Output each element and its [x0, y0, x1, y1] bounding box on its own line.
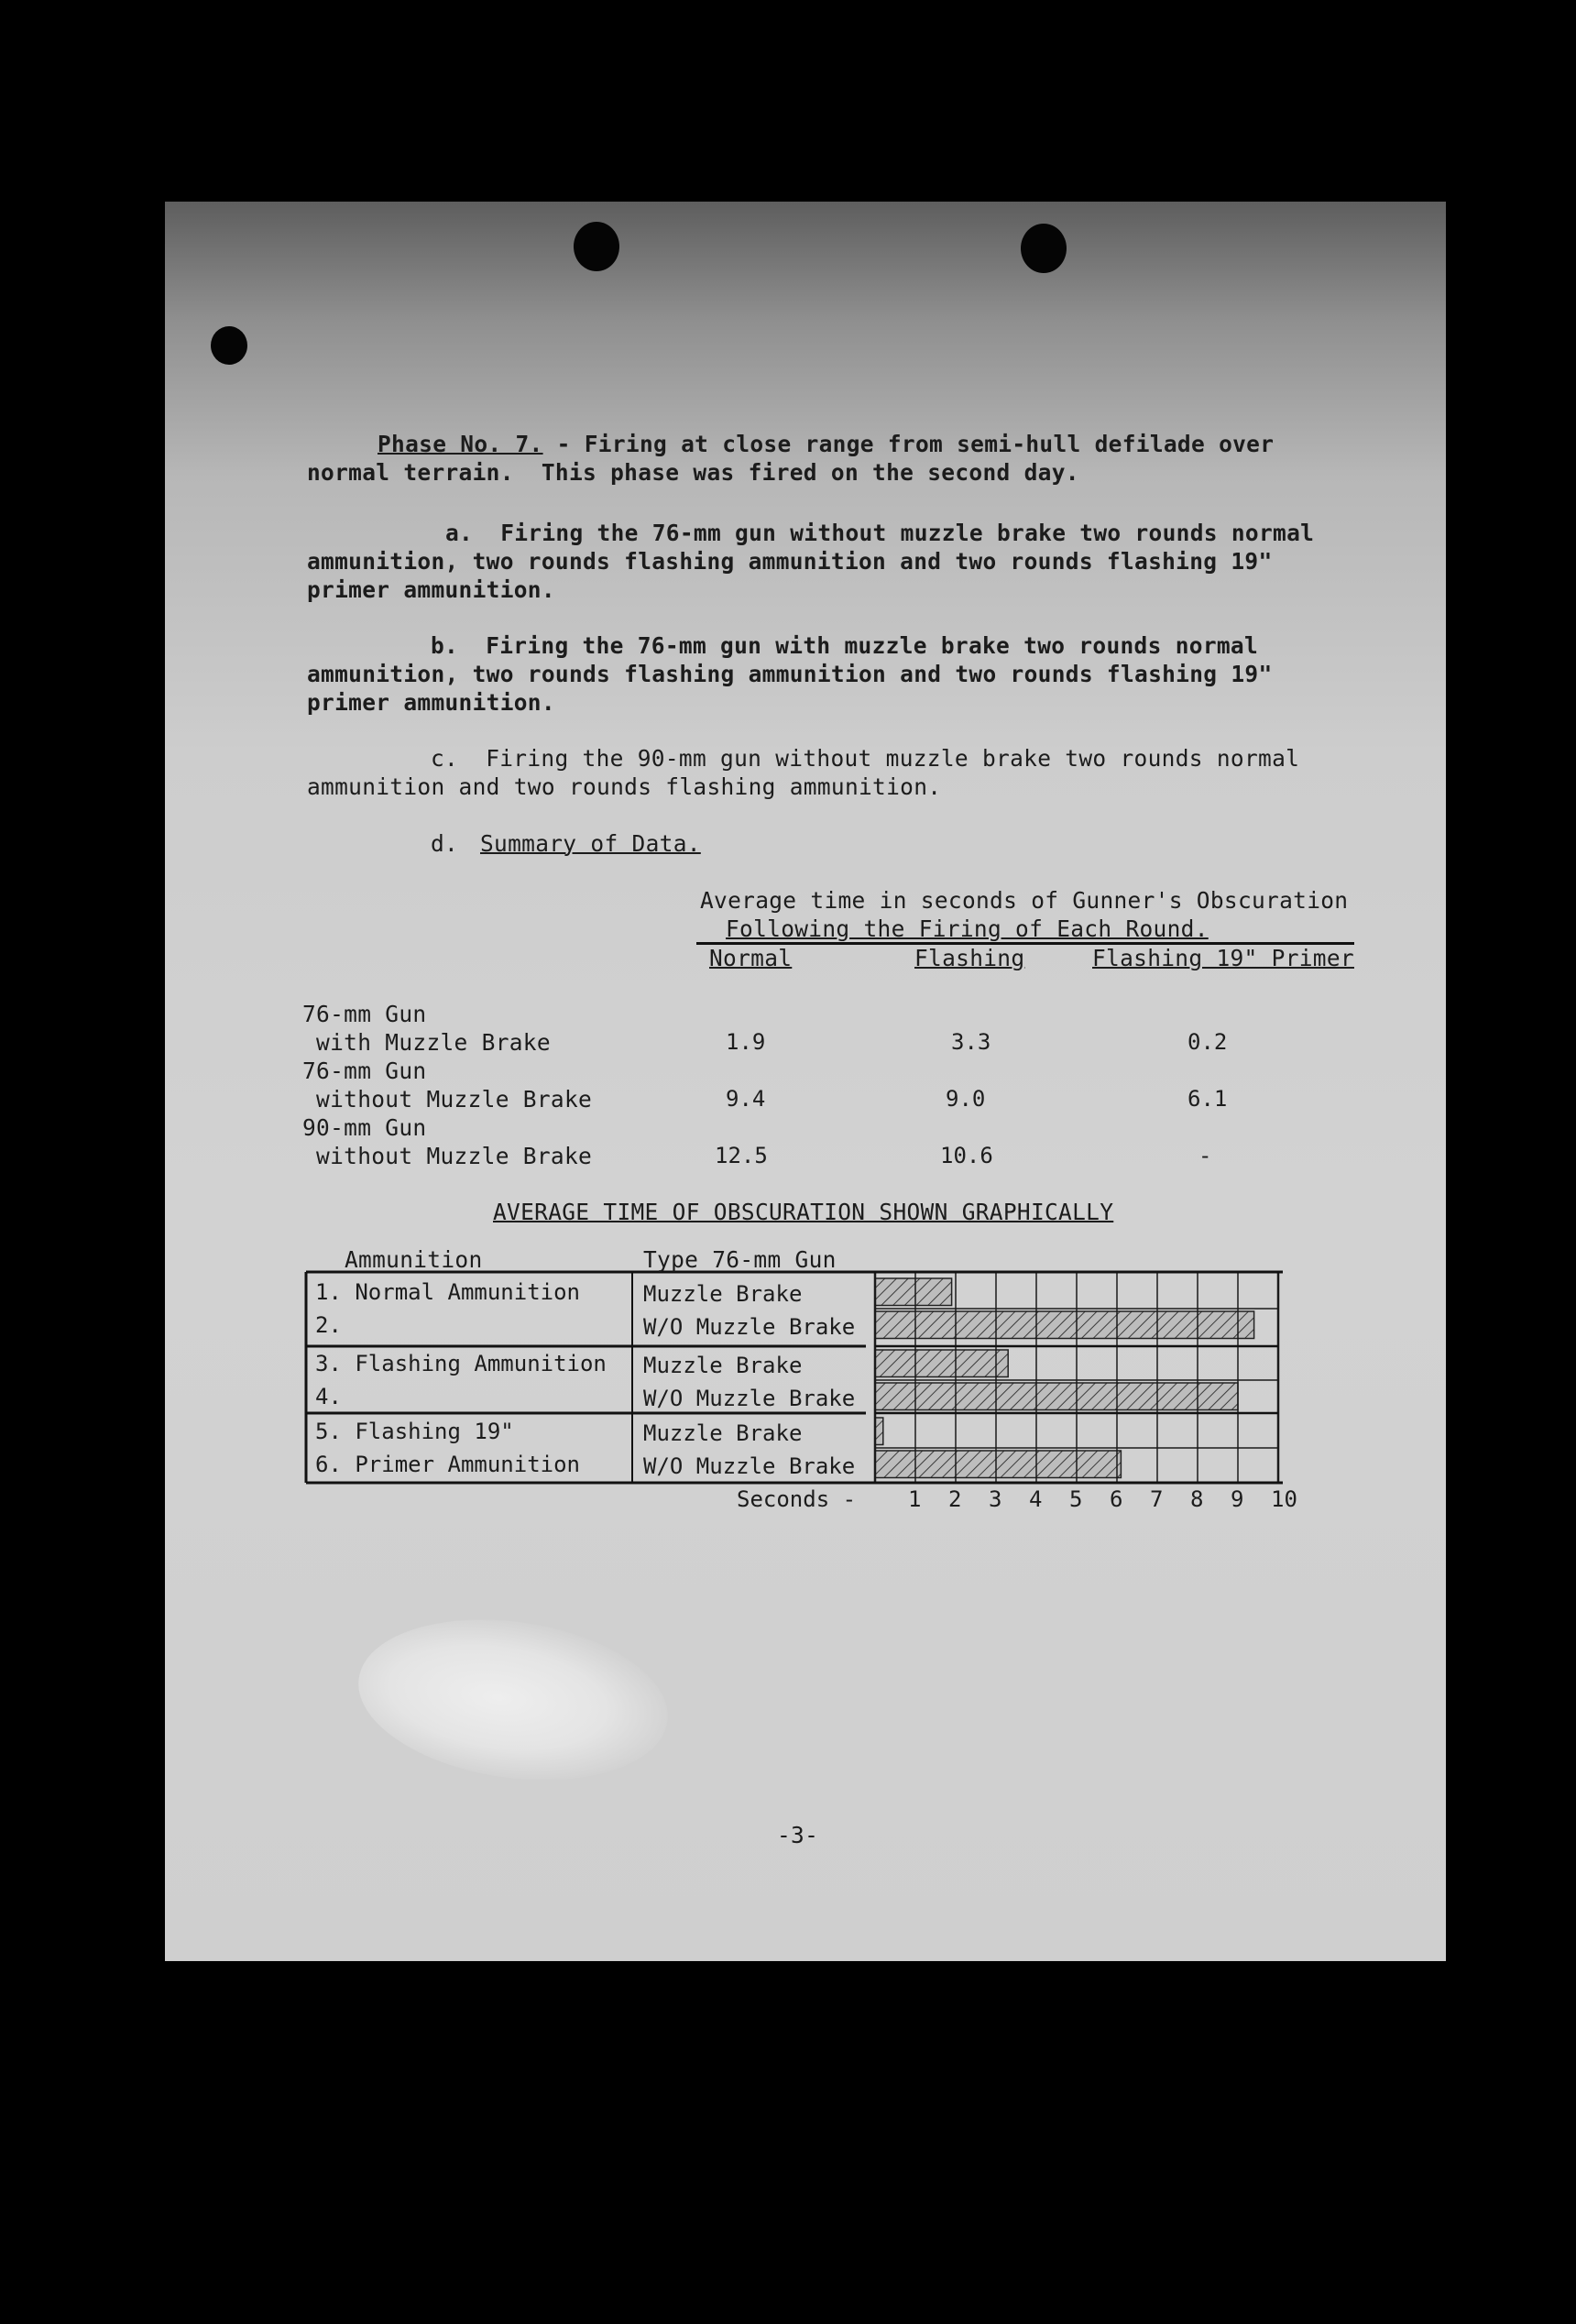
summary-cell: 1.9	[726, 1029, 766, 1055]
obscuration-chart	[165, 202, 1446, 1961]
summary-column-flashing-primer: Flashing 19" Primer	[1092, 945, 1354, 971]
item-b-line-1: b. Firing the 76-mm gun with muzzle brake two rounds normal	[431, 632, 1259, 659]
summary-row-label: 76-mm Gun	[302, 1001, 427, 1027]
summary-cell: 12.5	[715, 1143, 768, 1168]
chart-x-tick-label: 8	[1190, 1486, 1204, 1512]
chart-group-label: 5. Flashing 19"	[315, 1419, 514, 1444]
chart-x-tick-label: 6	[1110, 1486, 1123, 1512]
summary-cell: 6.1	[1187, 1086, 1228, 1112]
summary-cell: 9.4	[726, 1086, 766, 1112]
document-page	[165, 202, 1446, 1961]
summary-row-label: 76-mm Gun	[302, 1058, 427, 1084]
item-d-title: Summary of Data.	[480, 830, 701, 857]
chart-x-tick-label: 4	[1029, 1486, 1043, 1512]
summary-row-sublabel: without Muzzle Brake	[302, 1143, 593, 1169]
summary-row-sublabel: with Muzzle Brake	[302, 1029, 551, 1056]
chart-category-label: Muzzle Brake	[643, 1281, 803, 1307]
chart-x-tick-label: 5	[1069, 1486, 1083, 1512]
item-c-line-2: ammunition and two rounds flashing ammunition.	[307, 773, 942, 800]
phase-heading: Phase No. 7.	[378, 431, 543, 457]
chart-bar	[875, 1451, 1121, 1478]
chart-x-tick-label: 9	[1231, 1486, 1244, 1512]
summary-row-sublabel: without Muzzle Brake	[302, 1086, 593, 1113]
chart-bar	[875, 1278, 952, 1306]
summary-column-flashing: Flashing	[914, 945, 1025, 971]
chart-category-label: W/O Muzzle Brake	[643, 1314, 856, 1340]
item-a-line-1: a. Firing the 76-mm gun without muzzle brake two rounds normal	[445, 520, 1315, 546]
summary-caption-line-2: Following the Firing of Each Round.	[726, 915, 1209, 942]
phase-line-1-text: - Firing at close range from semi-hull defilade over	[542, 431, 1275, 457]
chart-bar	[875, 1350, 1008, 1377]
chart-group-label: 6. Primer Ammunition	[315, 1452, 580, 1477]
chart-x-tick-label: 1	[908, 1486, 922, 1512]
chart-bar	[875, 1383, 1238, 1410]
chart-x-tick-label: 3	[989, 1486, 1002, 1512]
item-a-line-3: primer ammunition.	[307, 576, 555, 603]
summary-cell: 0.2	[1187, 1029, 1228, 1055]
chart-category-label: Muzzle Brake	[643, 1353, 803, 1378]
summary-cell: 10.6	[940, 1143, 993, 1168]
chart-x-axis-label: Seconds -	[737, 1486, 857, 1512]
chart-category-label: W/O Muzzle Brake	[643, 1453, 856, 1479]
item-d-label: d.	[431, 830, 459, 857]
summary-caption-line-1: Average time in seconds of Gunner's Obscuration	[700, 887, 1349, 914]
chart-title: AVERAGE TIME OF OBSCURATION SHOWN GRAPHICALLY	[493, 1199, 1114, 1225]
chart-group-label: 2.	[315, 1312, 342, 1338]
phase-line-2: normal terrain. This phase was fired on the second day.	[307, 459, 1079, 486]
chart-category-label: Muzzle Brake	[643, 1420, 803, 1446]
item-b-line-3: primer ammunition.	[307, 689, 555, 716]
chart-group-label: 1. Normal Ammunition	[315, 1279, 580, 1305]
summary-column-normal: Normal	[709, 945, 793, 971]
chart-category-label: W/O Muzzle Brake	[643, 1386, 856, 1411]
chart-x-tick-label: 7	[1150, 1486, 1164, 1512]
chart-x-tick-label: 10	[1271, 1486, 1297, 1512]
chart-group-label: 3. Flashing Ammunition	[315, 1351, 607, 1376]
item-c-line-1: c. Firing the 90-mm gun without muzzle brake two rounds normal	[431, 745, 1300, 772]
summary-cell: -	[1198, 1143, 1212, 1168]
summary-row-label: 90-mm Gun	[302, 1114, 427, 1141]
summary-cell: 9.0	[946, 1086, 986, 1112]
page-number: -3-	[777, 1822, 819, 1848]
summary-cell: 3.3	[951, 1029, 991, 1055]
chart-column-header-type: Type 76-mm Gun	[643, 1246, 837, 1273]
chart-group-label: 4.	[315, 1384, 342, 1409]
chart-bar	[875, 1418, 883, 1445]
chart-x-tick-label: 2	[948, 1486, 962, 1512]
chart-column-header-ammunition: Ammunition	[345, 1246, 483, 1273]
item-a-line-2: ammunition, two rounds flashing ammunition and two rounds flashing 19"	[307, 548, 1273, 575]
item-b-line-2: ammunition, two rounds flashing ammunition and two rounds flashing 19"	[307, 661, 1273, 687]
